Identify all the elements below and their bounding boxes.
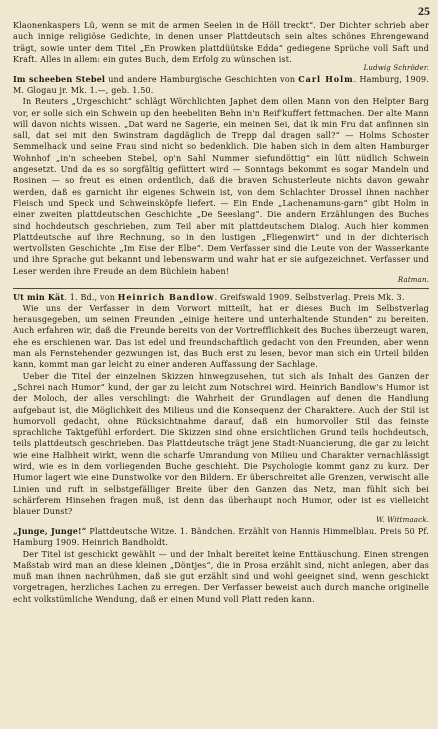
review-2-title: Ut min Kät	[13, 291, 65, 302]
page-number: 25	[418, 4, 430, 18]
intro-signature: Ludwig Schröder.	[363, 64, 429, 73]
review-1-heading	[13, 74, 429, 97]
review-1-paragraph: In Reuters „Urgeschicht“ schlägt Wörchlichten Japhet dem ollen Mann von den Helpter Barg vor, er solle sich ein Schwein up den heebeliten Behn in'n Reif'kuffert fettmachen. Der alte Mann will davon nichts wissen. „Dat ward ne Sagerie, ein meinen Sei, dat ik min Fru dat anfinnen sin sall, dat sei mit den Swinstram dagdäglich de Trepp dal dragen sall?“ — Holms Schoster Semmelhack und seine Frau sind nicht so bedenklich. Die haben sich in dem alten Hamburger Wohnhof „in'n scheeben Stebel, op'n Sahl Nummer siefundöttig“ ein lütt nüdlich Schwein angesetzt. Und da es so sorgfältig gefüttert wird — Sonntags bekommt es sogar Mandeln und Rosinen — so freut es einen ordentlich, daß die braven Schusterleute nichts davon gewahr werden, daß es garnicht ihr eigenes Schwein ist, von dem Schlachter Drossel ihnen nachher Fleisch und Speck und Schweinsköpfe liefert. — Ein Ende „Lachenamuns-garn“ gibt Holm in einer zweiten plattdeutschen Geschichte „De Seeslang“. Die andern Erzählungen des Buches sind hochdeutsch geschrieben, zum Teil aber mit plattdeutschem Dialog. Auch hier kommen Plattdeutsche auf ihre Rechnung, so in den lustigen „Fliegenwirt“ und in der dichterisch wertvollsten Geschichte „Im Eise der Elbe“. Dem Verfasser sind die Leute von der Wasserkante und ihre Sprache gut bekannt und lebenswarm und wahr hat er sie aufgezeichnet. Verfasser und Leser werden ihre Freude an dem Büchlein haben!	[13, 97, 429, 276]
review-2-heading	[13, 292, 429, 303]
review-3-paragraph: Der Titel ist geschickt gewählt — und der Inhalt bereitet keine Enttäuschung. Einen strengen Maßstab wird man an diese kleinen „Döntjes“, die in Prosa erzählt sind, nicht anlegen, aber das muß man ihnen nachrühmen, daß sie gut erzählt sind und wohl geeignet sind, wenn geschickt vorgetragen, herzliches Lachen zu erregen. Der Verfasser beweist auch durch manche originelle echt volkstümliche Wendung, daß er einen Mund voll Platt reden kann.	[13, 549, 429, 604]
page-body	[13, 20, 429, 605]
review-3-title: „Junge, Junge!“	[13, 525, 87, 536]
review-1-meta: . Hamburg, 1909. M. Glogau jr. Mk. 1.—, geb. 1.50.	[13, 74, 429, 95]
review-2-author: Heinrich Bandlow	[117, 291, 215, 302]
review-2-signature: W. Wittmaack.	[376, 516, 429, 525]
review-1-intro: und andere Hamburgische Geschichten von	[105, 74, 299, 84]
review-1-signature: Ratman.	[397, 276, 429, 285]
review-3-heading	[13, 526, 429, 549]
review-2-intro: . 1. Bd., von	[64, 292, 118, 302]
review-2-meta: . Greifswald 1909. Selbstverlag. Preis Mk. 3.	[214, 292, 405, 302]
review-3-rest: Plattdeutsche Witze. 1. Bändchen. Erzählt von Hannis Himmelblau. Preis 50 Pf. Hamburg 1909. Heinrich Bandholdt.	[13, 526, 429, 548]
review-2-paragraph-1: Wie uns der Verfasser in dem Vorwort mitteilt, hat er dieses Buch im Selbstverlag herausgegeben, um seinen Freunden „einige heitere und unterhaltende Stunden“ zu bereiten. Auch erfahren wir, daß die Freunde bereits von der Vortrefflichkeit des Buches überzeugt waren, ehe es erschienen war. Das ist edel und freundschaftlich gedacht von den Freunden, aber wenn man als Fernstehender gezwungen ist, das Buch erst zu lesen, bevor man sich ein Urteil bilden kann, kommt man gar leicht zu einer anderen Auffassung der Sachlage.	[13, 303, 429, 370]
intro-paragraph: Klaonenkaspers Lü, wenn se mit de armen Seelen in de Höll treckt“. Der Dichter schrieb aber auch innige religiöse Gedichte, in denen unser Plattdeutsch sein altes schönes Ehrengewand trägt, sowie unter dem Titel „En Prowken plattdüütske Edda“ gediegene Sprüche voll Saft und Kraft. Alles in allem: ein gutes Buch, dem Erfolg zu wünschen ist.	[13, 21, 429, 64]
review-1-title: Im scheeben Stebel	[13, 73, 106, 84]
review-1-author: Carl Holm	[298, 73, 354, 84]
section-divider	[13, 288, 429, 289]
review-2-paragraph-2: Ueber die Titel der einzelnen Skizzen hinwegzusehen, tut sich als Inhalt des Ganzen der „Schrei nach Humor“ kund, der gar zu leicht zum Notschrei wird. Heinrich Bandlow's Humor ist der Moloch, der alles verschlingt: die Wahrheit der Grundlagen auf denen die Handlung aufgebaut ist, die Möglichkeit des Milieus und die Konsequenz der Charaktere. Auch der Stil ist humorvoll gedacht, ohne Rücksichtnahme darauf, daß ein humorvoller Stil das feinste sprachliche Taktgefühl erfordert. Die Skizzen sind ohne ersichtlichen Grund teils hochdeutsch, teils plattdeutsch geschrieben. Das Plattdeutsche trägt jene Stadt-Nuancierung, die gar zu leicht wie eine Halbheit wirkt, wenn die scharfe Umrandung von Milieu und Charakter vernachlässigt wird, wie es in dem vorliegenden Buche geschieht. Die Psychologie kommt ganz zu kurz. Der Humor lagert wie eine Dunstwolke vor den Bildern. Er überschreitet alle Grenzen, verwischt alle Linien und ruft in selbstgefälliger Breite über den Ganzen das Netz, man fühlt sich bei schärferem Hinsehen fragen muß, ist denn das überhaupt noch Humor, oder ist es vielleicht blauer Dunst?	[13, 371, 429, 517]
